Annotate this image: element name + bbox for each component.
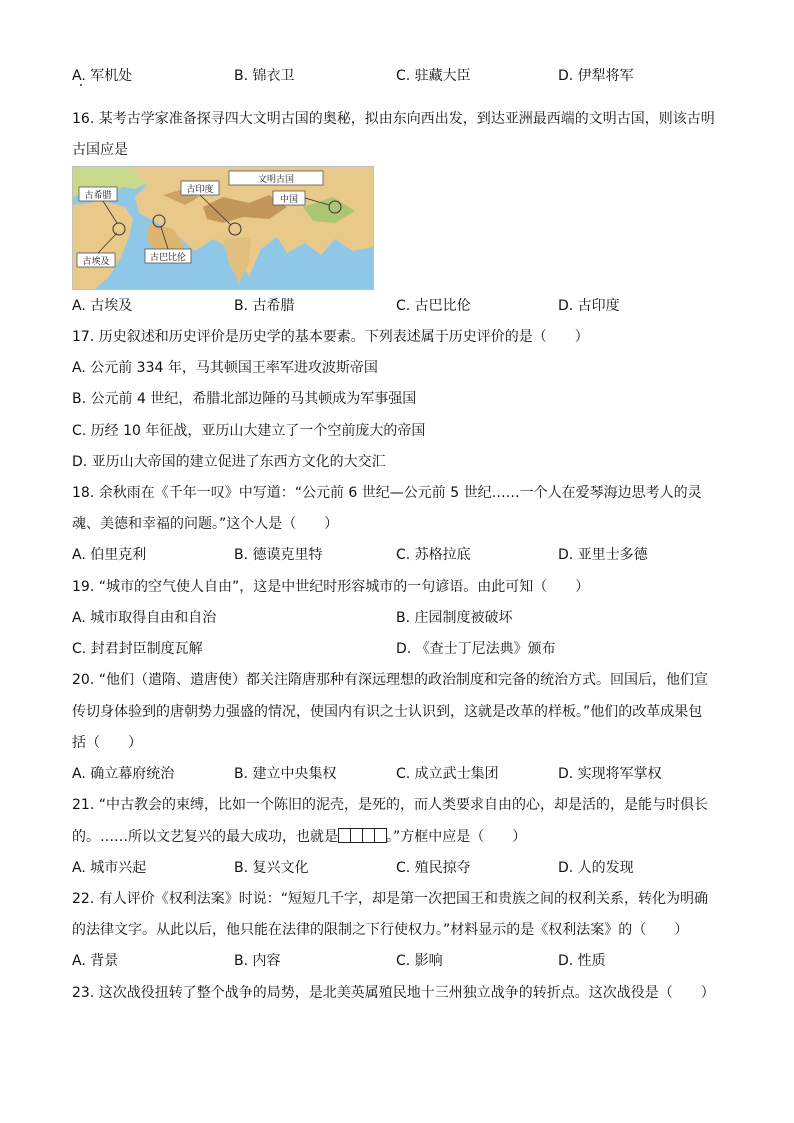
q20-option-b: B. 建立中央集权 [234, 766, 337, 782]
q19-stem: 19. “城市的空气使人自由”，这是中世纪时形容城市的一句谚语。由此可知（ ） [72, 579, 590, 595]
q20-option-a: A. 确立幕府统治 [72, 766, 175, 782]
q16-stem [72, 104, 728, 166]
q22-option-c: C. 影响 [396, 953, 443, 969]
q15-options [72, 66, 732, 86]
q22-option-b: B. 内容 [234, 953, 281, 969]
civilizations-map [72, 166, 374, 290]
q17-option-a: A. 公元前 334 年，马其顿国王率军进攻波斯帝国 [72, 360, 378, 376]
q17-option-d: D. 亚历山大帝国的建立促进了东西方文化的大交汇 [72, 454, 386, 470]
q16-line2: 古国应是 [72, 142, 128, 158]
q18-options [72, 545, 732, 565]
q20-option-c: C. 成立武士集团 [396, 766, 499, 782]
q19-option-c: C. 封君封臣制度瓦解 [72, 641, 203, 657]
q18-option-a: A. 伯里克利 [72, 547, 147, 563]
q19-option-a: A. 城市取得自由和自治 [72, 610, 217, 626]
q16-option-d: D. 古印度 [558, 298, 620, 314]
q20-line2: 传切身体验到的唐朝势力强盛的情况，使国内有识之士认识到，这就是改革的样板。”他们的改革成果包 [72, 704, 703, 720]
q16-line1: 16. 某考古学家准备探寻四大文明古国的奥秘，拟由东向西出发，到达亚洲最西端的文明古国，则该古明 [72, 111, 715, 127]
q20-options [72, 764, 732, 784]
q18-option-c: C. 苏格拉底 [396, 547, 471, 563]
q19-options-row1 [72, 608, 732, 628]
q21-option-a: A. 城市兴起 [72, 860, 147, 876]
q22-option-a: A. 背景 [72, 953, 119, 969]
stray-dot [80, 84, 82, 86]
q21-line2-end: 。”方框中应是（ ） [386, 829, 527, 845]
q21-options [72, 858, 732, 878]
q16-option-a: A. 古埃及 [72, 298, 133, 314]
map-title: 文明古国 [257, 175, 295, 185]
q18-option-d: D. 亚里士多德 [558, 547, 648, 563]
q17-option-b: B. 公元前 4 世纪，希腊北部边陲的马其顿成为军事强国 [72, 391, 417, 407]
q18-line2: 魂、美德和幸福的问题。”这个人是（ ） [72, 516, 339, 532]
map-label-greece: 古希腊 [84, 191, 112, 201]
q22-option-d: D. 性质 [558, 953, 606, 969]
q17-option-c: C. 历经 10 年征战，亚历山大建立了一个空前庞大的帝国 [72, 423, 426, 439]
q15-option-c: C. 驻藏大臣 [396, 68, 471, 84]
q21-option-d: D. 人的发现 [558, 860, 634, 876]
q19-options-row2 [72, 639, 732, 659]
q16-option-c: C. 古巴比伦 [396, 298, 471, 314]
q21-line2 [72, 827, 526, 849]
q22-line1: 22. 有人评价《权利法案》时说：“短短几千字，却是第一次把国王和贵族之间的权利关系，转化为明确 [72, 891, 708, 907]
q21-option-b: B. 复兴文化 [234, 860, 309, 876]
q16-option-b: B. 古希腊 [234, 298, 295, 314]
q20-option-d: D. 实现将军掌权 [558, 766, 662, 782]
q20-line3: 括（ ） [72, 735, 142, 751]
q20-line1: 20. “他们（遣隋、遣唐使）都关注隋唐那种有深远理想的政治制度和完备的统治方式。回国后，他们宣 [72, 672, 708, 688]
q18-option-b: B. 德谟克里特 [234, 547, 323, 563]
q22-line2: 的法律文字。从此以后，他只能在法律的限制之下行使权力。”材料显示的是《权利法案》的（ ） [72, 922, 689, 938]
q17-stem: 17. 历史叙述和历史评价是历史学的基本要素。下列表述属于历史评价的是（ ） [72, 329, 589, 345]
q19-option-b: B. 庄园制度被破坏 [396, 610, 513, 626]
map-label-babylon: 古巴比伦 [149, 253, 187, 263]
q15-option-d: D. 伊犁将军 [558, 68, 634, 84]
q21-line2-start: 的。……所以文艺复兴的最大成功，也就是 [72, 829, 338, 845]
map-label-egypt: 古埃及 [82, 257, 110, 267]
q19-option-d: D. 《查士丁尼法典》颁布 [396, 641, 556, 657]
q18-line1: 18. 余秋雨在《千年一叹》中写道：“公元前 6 世纪—公元前 5 世纪……一个人在爱琴海边思考人的灵 [72, 485, 702, 501]
map-label-india: 古印度 [186, 185, 214, 195]
q22-options [72, 951, 732, 971]
q21-option-c: C. 殖民掠夺 [396, 860, 471, 876]
q15-option-b: B. 锦衣卫 [234, 68, 295, 84]
q15-option-a: A. 军机处 [72, 68, 133, 84]
blank-boxes [338, 828, 386, 849]
map-label-china: 中国 [279, 195, 299, 205]
q21-line1: 21. “中古教会的束缚，比如一个陈旧的泥壳，是死的，而人类要求自由的心，却是活的，是能与时俱长 [72, 797, 708, 813]
q23-stem: 23. 这次战役扭转了整个战争的局势，是北美英属殖民地十三州独立战争的转折点。这次战役是（ ） [72, 985, 715, 1001]
q16-options [72, 296, 732, 316]
